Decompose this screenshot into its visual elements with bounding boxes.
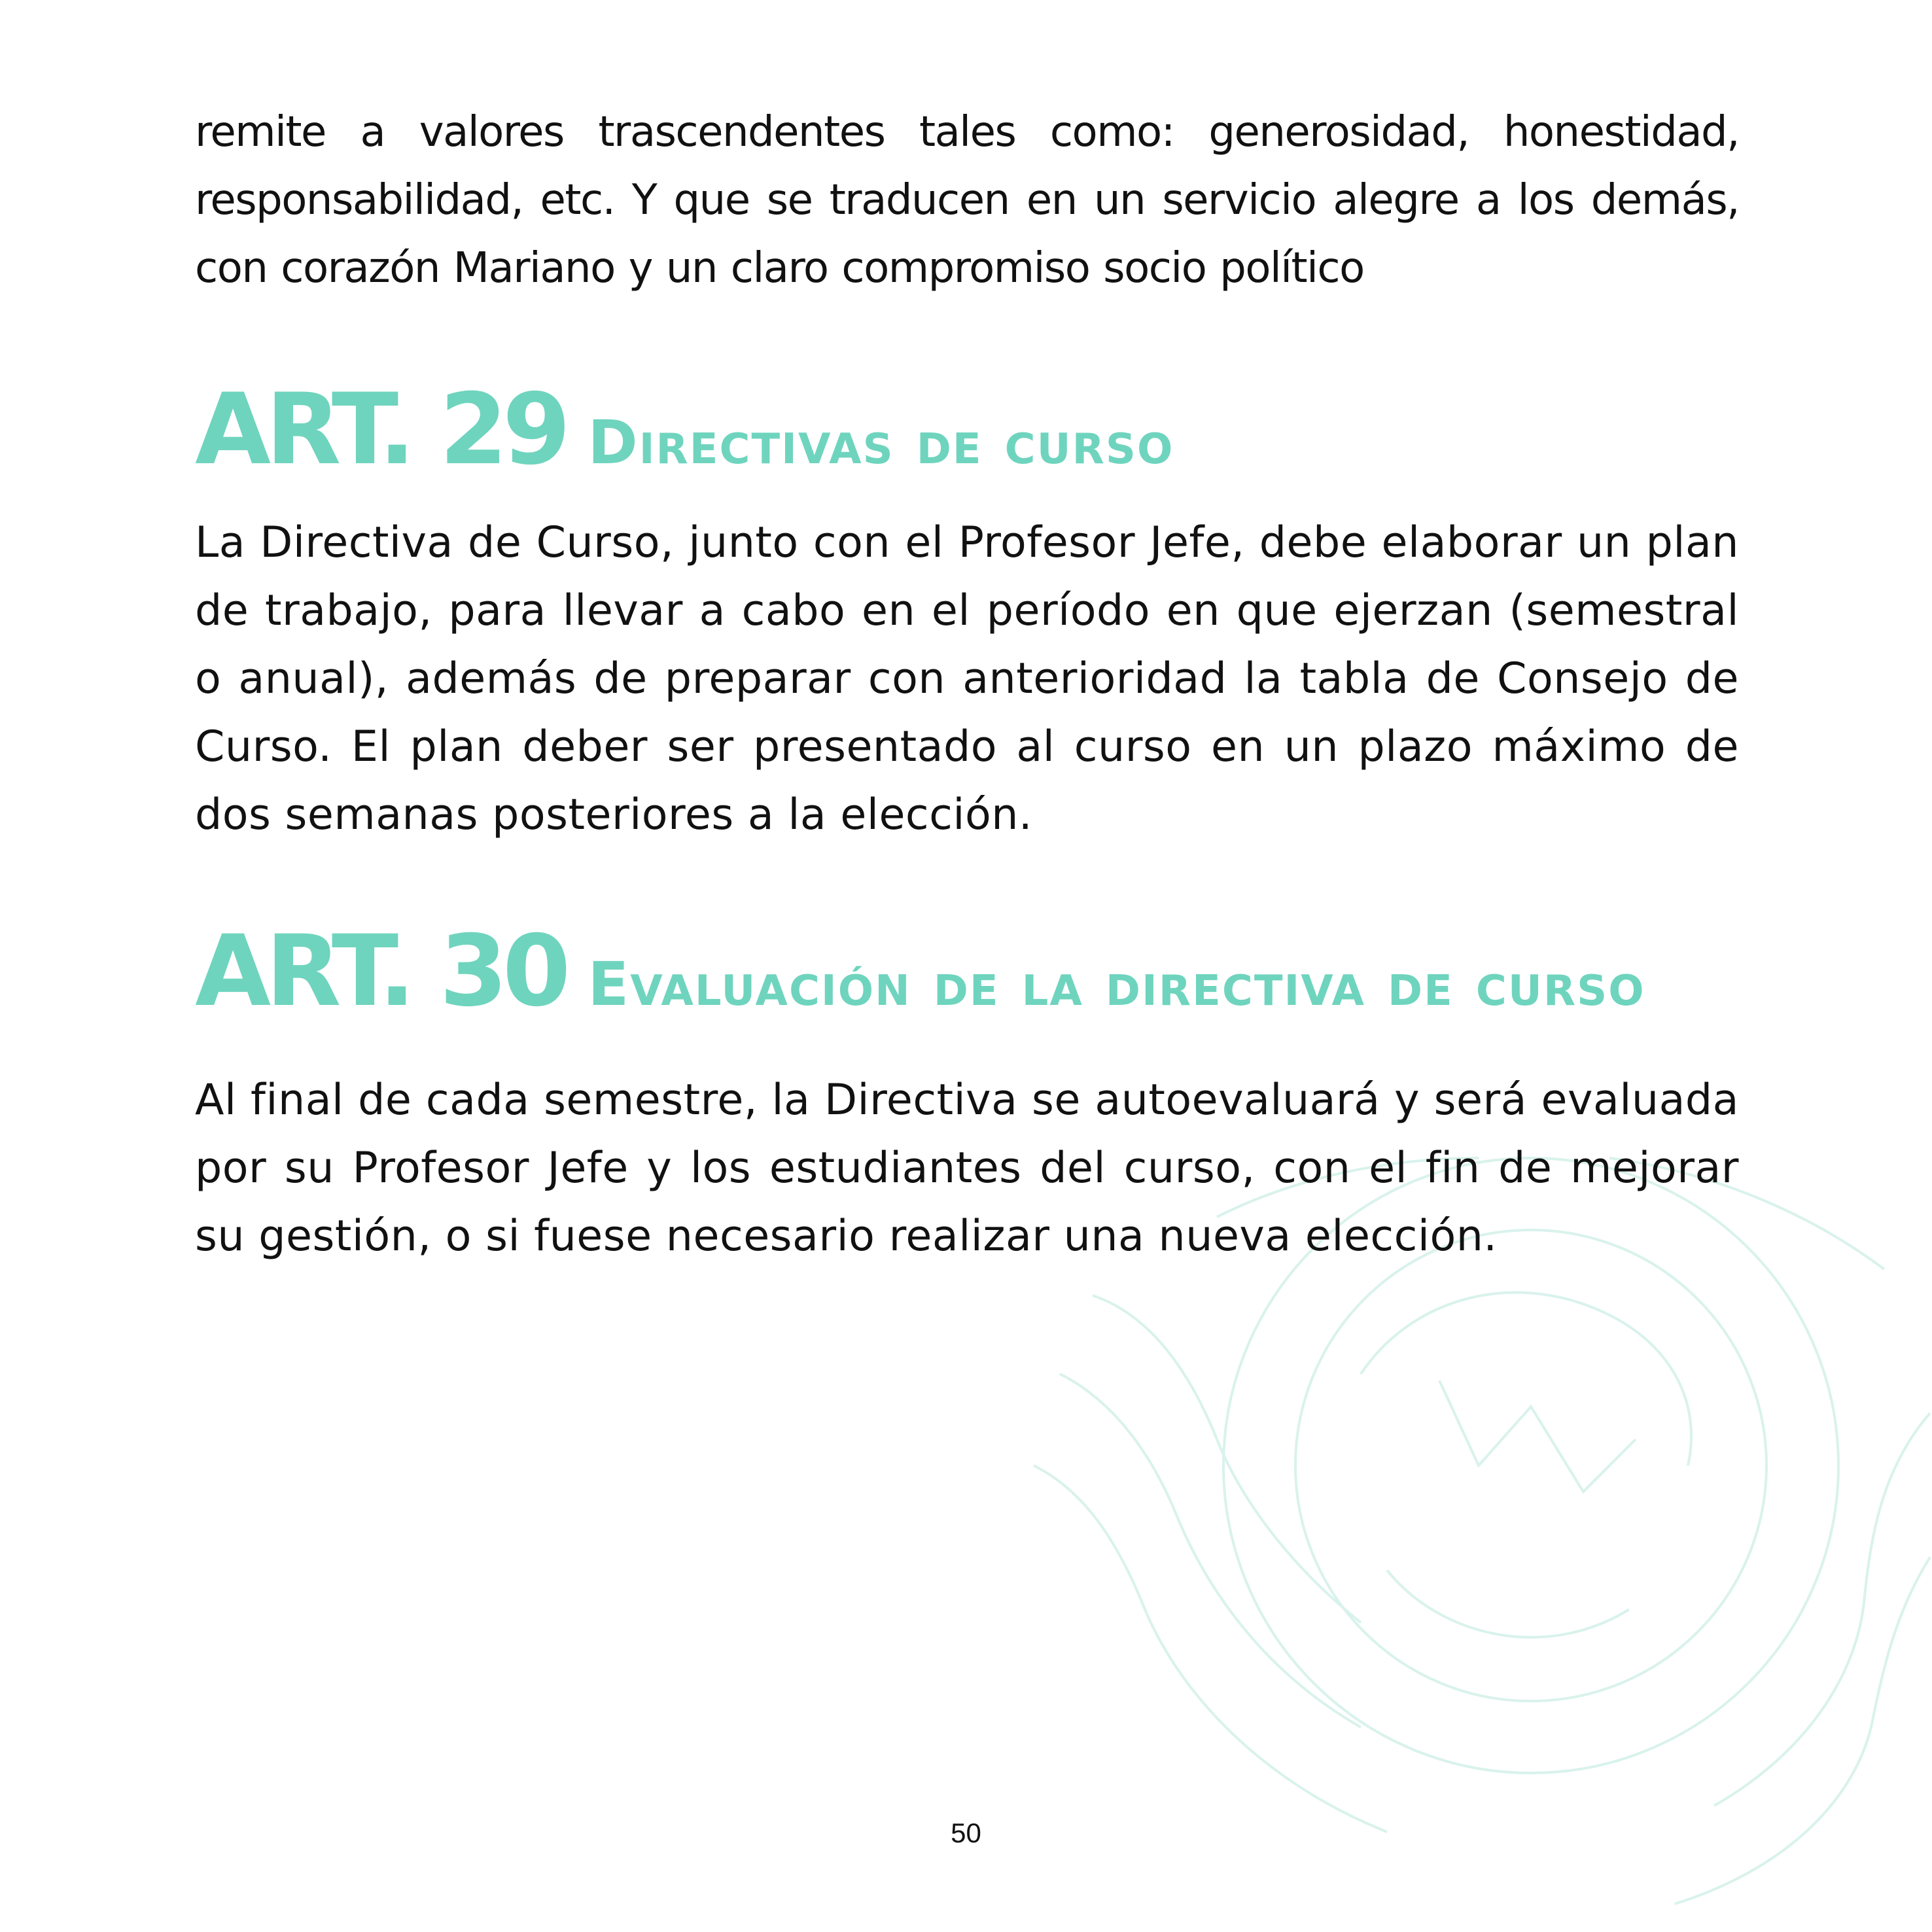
page-number: 50 [951, 1818, 981, 1848]
intro-paragraph: remite a valores trascendentes tales como: generosidad, honestidad, responsabilidad, etc. Y que se traducen en un servicio alegre a los demás, con corazón Mariano y un claro compromiso socio político [195, 108, 1739, 292]
article-30-heading [195, 915, 1645, 1028]
article-29-number: ART. 29 [195, 373, 566, 487]
article-30-number: ART. 30 [195, 915, 566, 1028]
article-29-heading [195, 373, 1174, 487]
article-30-body: Al final de cada semestre, la Directiva se autoevaluará y será evaluada por su Profesor Jefe y los estudiantes del curso, con el fin de mejorar su gestión, o si fuese necesario realizar una nueva elección. [195, 1076, 1739, 1261]
article-29-body: La Directiva de Curso, junto con el Profesor Jefe, debe elaborar un plan de trabajo, para llevar a cabo en el período en que ejerzan (semestral o anual), además de preparar con anterioridad la tabla de Consejo de Curso. El plan deber ser presentado al curso en un plazo máximo de dos semanas posteriores a la elección. [195, 518, 1739, 839]
article-30-title: Evaluación de la directiva de curso [588, 949, 1645, 1019]
article-29-title: Directivas de curso [588, 408, 1174, 478]
